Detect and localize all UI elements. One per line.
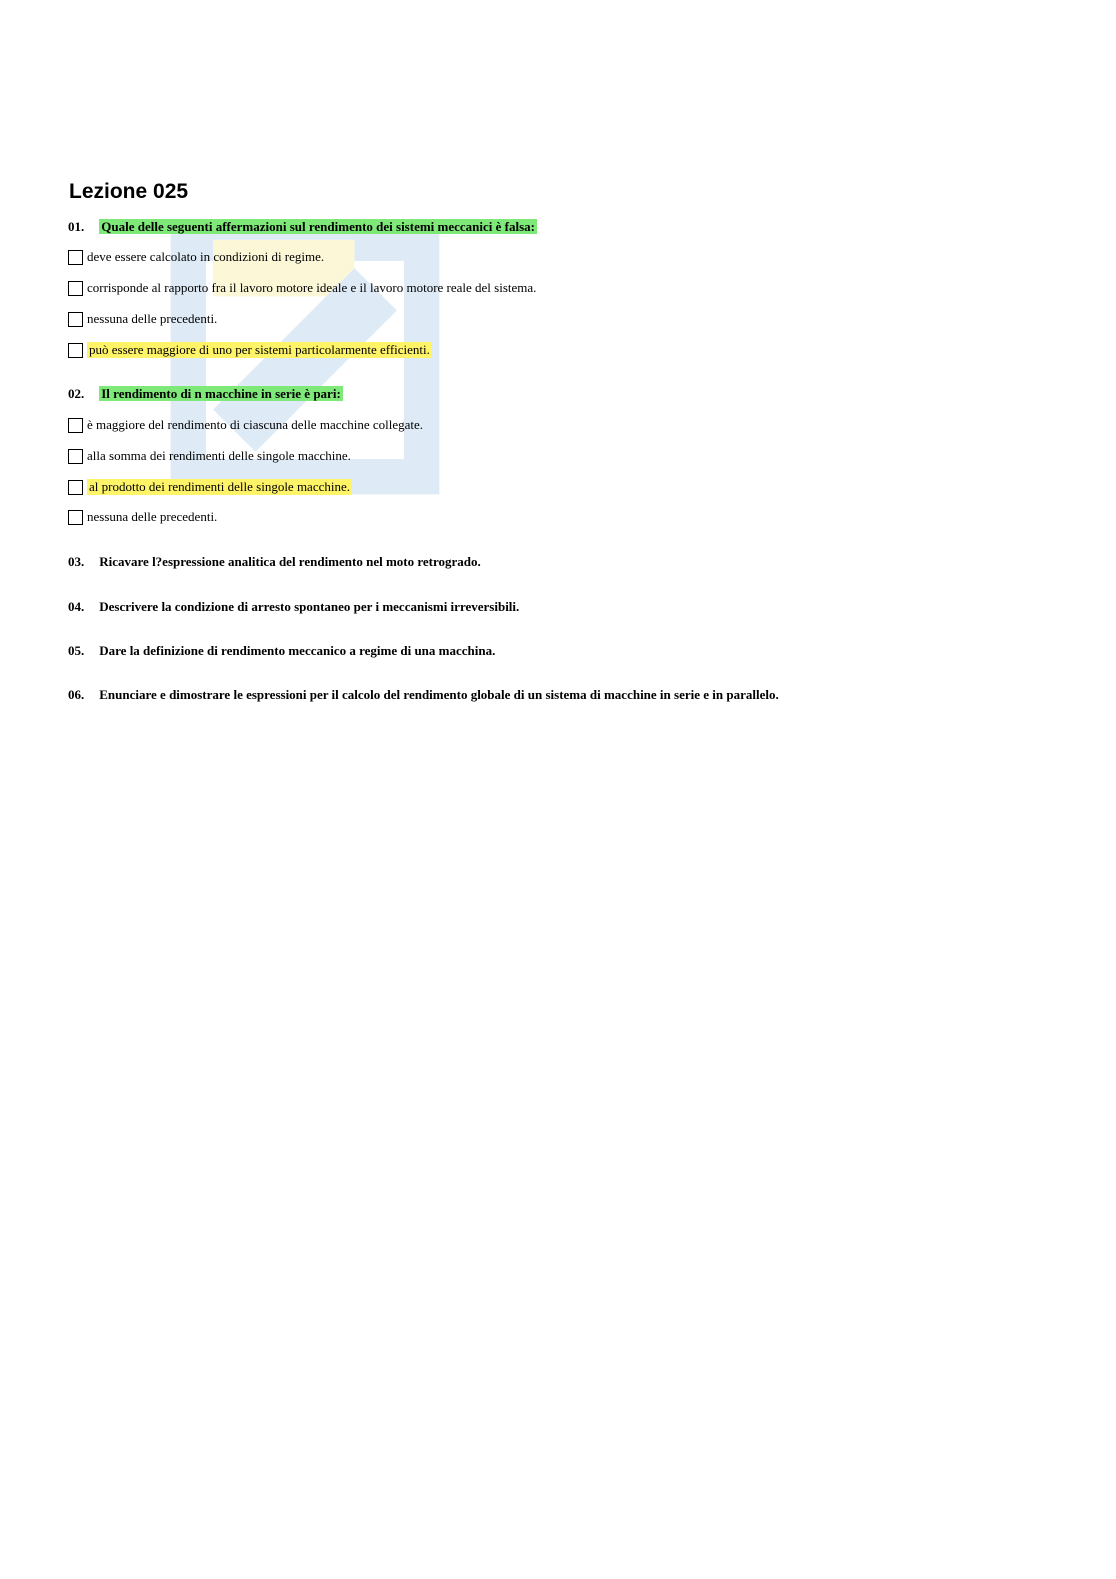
option-label: alla somma dei rendimenti delle singole macchine. — [87, 448, 351, 463]
question-number: 02. — [68, 386, 85, 401]
question-text: Quale delle seguenti affermazioni sul rendimento dei sistemi meccanici è falsa: — [101, 219, 535, 234]
q1-option-4 — [68, 342, 432, 358]
option-label-highlighted: al prodotto dei rendimenti delle singole macchine. — [89, 479, 351, 494]
q2-option-3 — [68, 479, 352, 495]
checkbox[interactable] — [68, 449, 83, 464]
checkbox[interactable] — [68, 250, 83, 265]
option-label: è maggiore del rendimento di ciascuna delle macchine collegate. — [87, 417, 424, 432]
question-text: Enunciare e dimostrare le espressioni per il calcolo del rendimento globale di un sistema di macchine in serie e in parallelo. — [99, 687, 779, 702]
question-number: 06. — [68, 687, 85, 702]
question-number: 04. — [68, 599, 85, 614]
question-text: Dare la definizione di rendimento meccanico a regime di una macchina. — [99, 643, 496, 658]
lesson-title: Lezione 025 — [69, 180, 189, 203]
checkbox[interactable] — [68, 480, 83, 495]
question-number: 01. — [68, 219, 85, 234]
q1-option-2 — [68, 280, 536, 296]
q1-option-1 — [68, 249, 324, 265]
question-06 — [68, 687, 779, 703]
q2-option-1 — [68, 417, 423, 433]
option-label-highlighted: può essere maggiore di uno per sistemi particolarmente efficienti. — [89, 342, 430, 357]
question-05 — [68, 643, 495, 659]
checkbox[interactable] — [68, 343, 83, 358]
question-03 — [68, 554, 481, 570]
question-text: Descrivere la condizione di arresto spontaneo per i meccanismi irreversibili. — [99, 599, 520, 614]
q1-option-3 — [68, 311, 217, 327]
question-text: Ricavare l?espressione analitica del rendimento nel moto retrogrado. — [99, 554, 481, 569]
question-number: 05. — [68, 643, 85, 658]
option-label: nessuna delle precedenti. — [87, 311, 218, 326]
option-label: corrisponde al rapporto fra il lavoro motore ideale e il lavoro motore reale del sistema. — [87, 280, 537, 295]
option-label: nessuna delle precedenti. — [87, 509, 218, 524]
checkbox[interactable] — [68, 510, 83, 525]
question-04 — [68, 599, 519, 615]
question-number: 03. — [68, 554, 85, 569]
checkbox[interactable] — [68, 312, 83, 327]
question-01 — [68, 219, 537, 235]
option-label: deve essere calcolato in condizioni di regime. — [87, 249, 325, 264]
q2-option-2 — [68, 448, 351, 464]
question-02 — [68, 386, 343, 402]
checkbox[interactable] — [68, 418, 83, 433]
question-text: Il rendimento di n macchine in serie è pari: — [101, 386, 341, 401]
q2-option-4 — [68, 509, 217, 525]
checkbox[interactable] — [68, 281, 83, 296]
watermark-logo — [95, 150, 515, 570]
